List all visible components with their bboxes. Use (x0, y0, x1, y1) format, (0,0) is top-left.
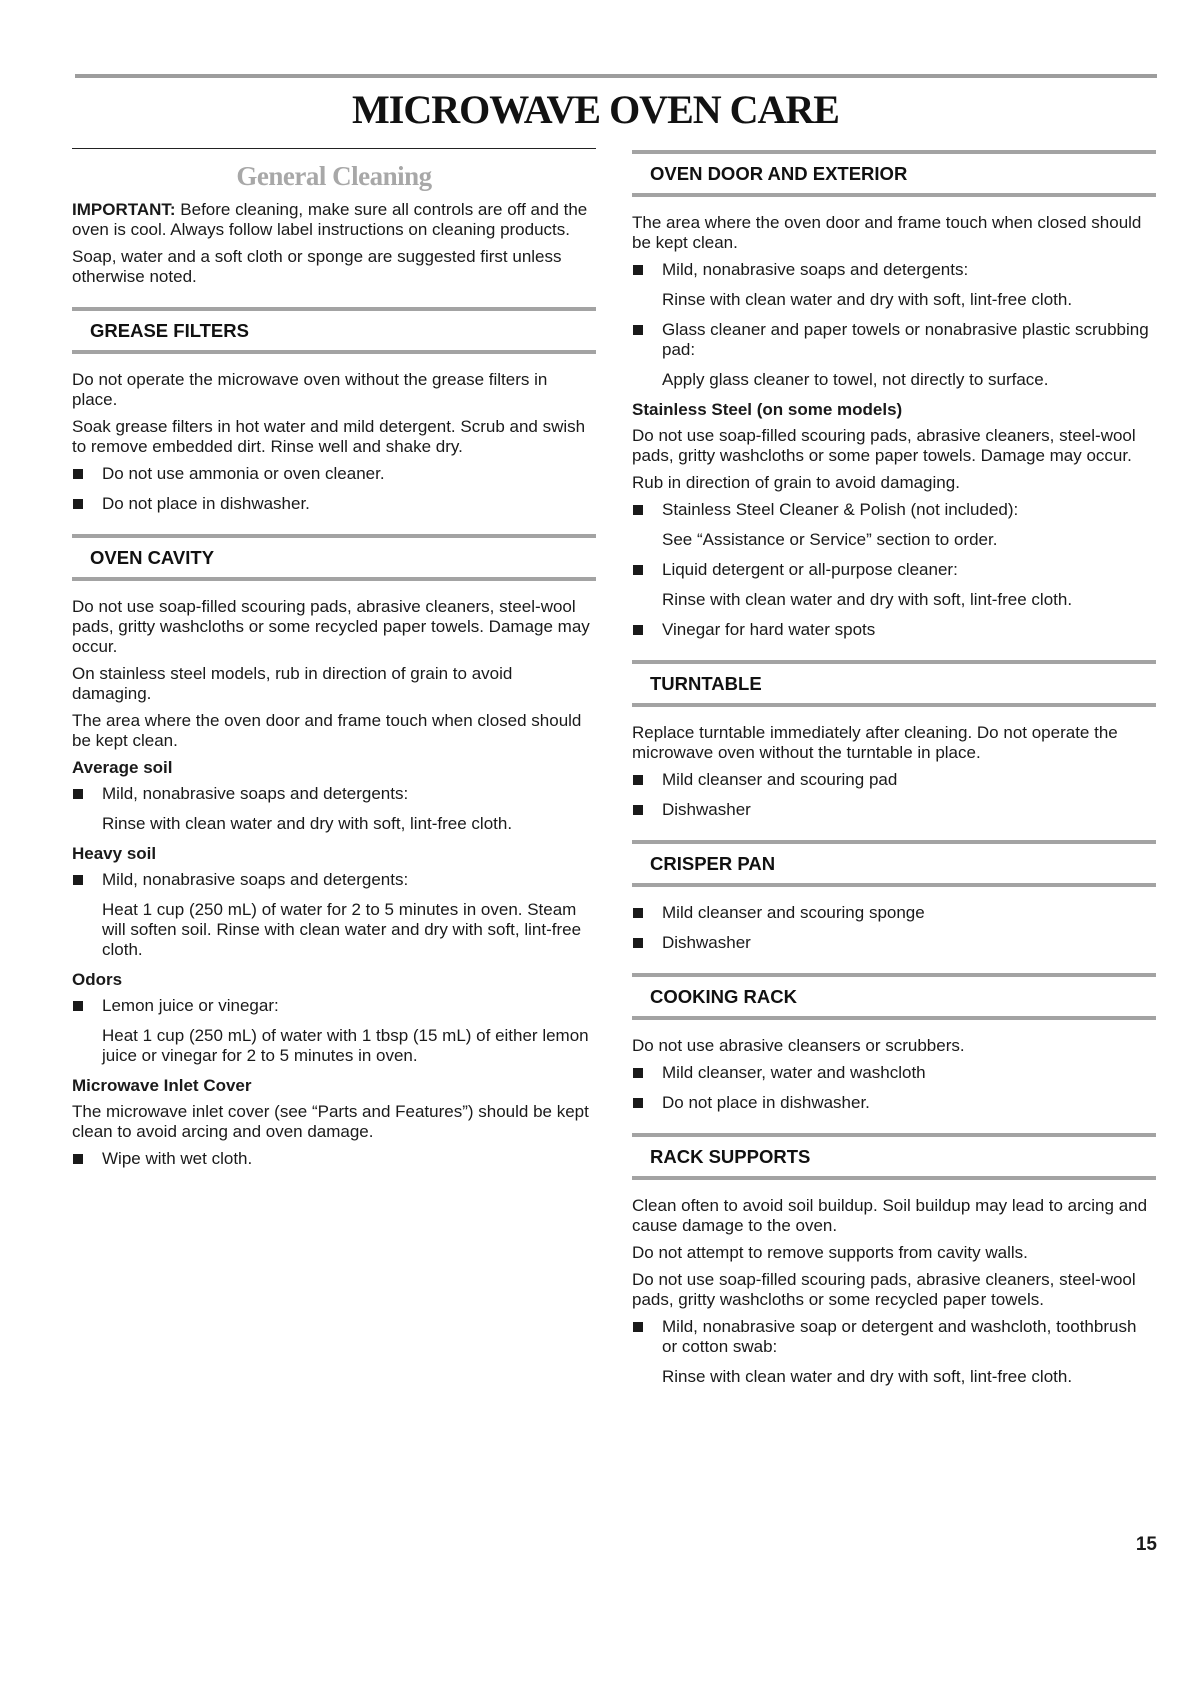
turntable-heading: TURNTABLE (632, 660, 1156, 707)
door-instruction-1: Rinse with clean water and dry with soft, lint-free cloth. (662, 290, 1073, 309)
turntable-paragraph: Replace turntable immediately after cleaning. Do not operate the microwave oven without the turntable in place. (632, 723, 1118, 762)
stainless-bullet-3: Vinegar for hard water spots (632, 620, 1156, 640)
heavy-soil-instruction: Heat 1 cup (250 mL) of water for 2 to 5 minutes in oven. Steam will soften soil. Rinse with clean water and dry with soft, lint-free cloth. (102, 900, 582, 959)
door-bullet-1: Mild, nonabrasive soaps and detergents: (632, 260, 1156, 280)
grease-paragraph-2: Soak grease filters in hot water and mild detergent. Scrub and swish to remove embedded dirt. Rinse well and shake dry. (72, 417, 586, 456)
stainless-bullet-1: Stainless Steel Cleaner & Polish (not included): (632, 500, 1156, 520)
inlet-cover-bullet: Wipe with wet cloth. (72, 1149, 596, 1169)
door-bullet-2: Glass cleaner and paper towels or nonabrasive plastic scrubbing pad: (632, 320, 1156, 360)
grease-filters-heading: GREASE FILTERS (72, 307, 596, 354)
odors-bullet: Lemon juice or vinegar: (72, 996, 596, 1016)
turntable-bullet-1: Mild cleanser and scouring pad (632, 770, 1156, 790)
stainless-paragraph-1: Do not use soap-filled scouring pads, abrasive cleaners, steel-wool pads, gritty washcloths or some paper towels. Damage may occur. (632, 426, 1136, 465)
supports-paragraph-3: Do not use soap-filled scouring pads, abrasive cleaners, steel-wool pads, gritty washcloths or some recycled paper towels. (632, 1270, 1136, 1309)
important-note (72, 200, 596, 240)
odors-instruction: Heat 1 cup (250 mL) of water with 1 tbsp (15 mL) of either lemon juice or vinegar for 2 to 5 minutes in oven. (102, 1026, 589, 1065)
page-number: 15 (1135, 1534, 1157, 1555)
important-text: Before cleaning, make sure all controls are off and the oven is cool. Always follow label instructions on cleaning products. (72, 200, 588, 239)
grease-paragraph-1: Do not operate the microwave oven without the grease filters in place. (72, 370, 548, 409)
cavity-paragraph-3: The area where the oven door and frame touch when closed should be kept clean. (72, 711, 582, 750)
general-cleaning-rule (72, 148, 596, 149)
oven-cavity-heading: OVEN CAVITY (72, 534, 596, 581)
stainless-instruction-1: See “Assistance or Service” section to order. (662, 530, 998, 549)
stainless-steel-label: Stainless Steel (on some models) (632, 400, 903, 419)
average-soil-bullet: Mild, nonabrasive soaps and detergents: (72, 784, 596, 804)
odors-label: Odors (72, 970, 123, 989)
rack-bullet-1: Mild cleanser, water and washcloth (632, 1063, 1156, 1083)
inlet-cover-label: Microwave Inlet Cover (72, 1076, 252, 1095)
inlet-cover-paragraph: The microwave inlet cover (see “Parts and Features”) should be kept clean to avoid arcing and oven damage. (72, 1102, 589, 1141)
heavy-soil-bullet: Mild, nonabrasive soaps and detergents: (72, 870, 596, 890)
rack-paragraph: Do not use abrasive cleansers or scrubbers. (632, 1036, 965, 1055)
left-column (72, 148, 596, 1179)
important-label: IMPORTANT: (72, 200, 176, 219)
supports-instruction-1: Rinse with clean water and dry with soft, lint-free cloth. (662, 1367, 1073, 1386)
grease-bullet-2: Do not place in dishwasher. (72, 494, 596, 514)
stainless-bullet-2: Liquid detergent or all-purpose cleaner: (632, 560, 1156, 580)
supports-bullet-1: Mild, nonabrasive soap or detergent and washcloth, toothbrush or cotton swab: (632, 1317, 1156, 1357)
oven-door-heading: OVEN DOOR AND EXTERIOR (632, 150, 1156, 197)
door-instruction-2: Apply glass cleaner to towel, not directly to surface. (662, 370, 1049, 389)
top-rule (75, 74, 1157, 78)
right-column (632, 150, 1156, 1397)
turntable-bullet-2: Dishwasher (632, 800, 1156, 820)
supports-paragraph-2: Do not attempt to remove supports from cavity walls. (632, 1243, 1028, 1262)
rack-bullet-2: Do not place in dishwasher. (632, 1093, 1156, 1113)
stainless-paragraph-2: Rub in direction of grain to avoid damaging. (632, 473, 960, 492)
cavity-paragraph-2: On stainless steel models, rub in direction of grain to avoid damaging. (72, 664, 513, 703)
page-title: MICROWAVE OVEN CARE (352, 87, 839, 132)
supports-paragraph-1: Clean often to avoid soil buildup. Soil buildup may lead to arcing and cause damage to the oven. (632, 1196, 1148, 1235)
stainless-instruction-2: Rinse with clean water and dry with soft, lint-free cloth. (662, 590, 1073, 609)
crisper-bullet-2: Dishwasher (632, 933, 1156, 953)
average-soil-label: Average soil (72, 758, 173, 777)
soap-note: Soap, water and a soft cloth or sponge are suggested first unless otherwise noted. (72, 247, 562, 286)
cavity-paragraph-1: Do not use soap-filled scouring pads, abrasive cleaners, steel-wool pads, gritty washcloths or some recycled paper towels. Damage may occur. (72, 597, 590, 656)
door-paragraph-1: The area where the oven door and frame touch when closed should be kept clean. (632, 213, 1142, 252)
general-cleaning-title: General Cleaning (236, 161, 432, 191)
cooking-rack-heading: COOKING RACK (632, 973, 1156, 1020)
crisper-pan-heading: CRISPER PAN (632, 840, 1156, 887)
heavy-soil-label: Heavy soil (72, 844, 157, 863)
crisper-bullet-1: Mild cleanser and scouring sponge (632, 903, 1156, 923)
rack-supports-heading: RACK SUPPORTS (632, 1133, 1156, 1180)
grease-bullet-1: Do not use ammonia or oven cleaner. (72, 464, 596, 484)
average-soil-instruction: Rinse with clean water and dry with soft, lint-free cloth. (102, 814, 513, 833)
